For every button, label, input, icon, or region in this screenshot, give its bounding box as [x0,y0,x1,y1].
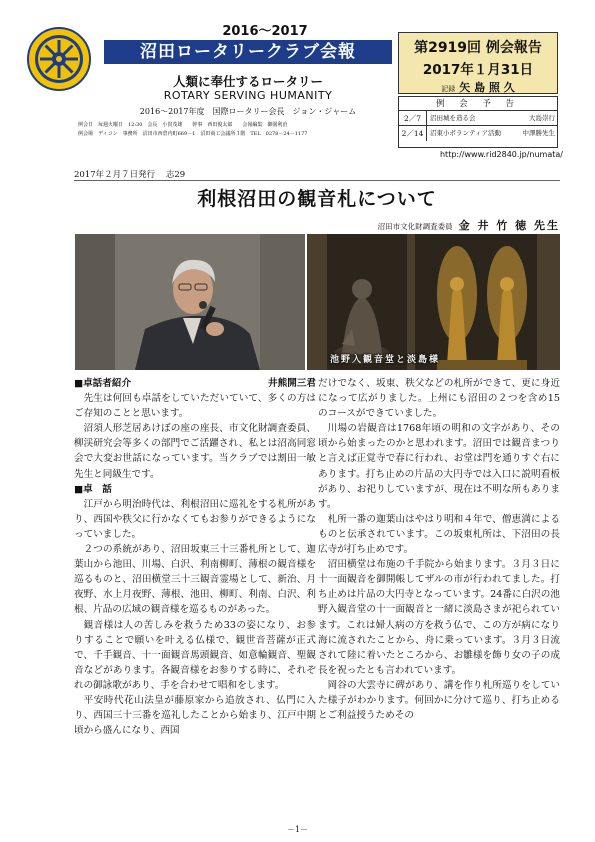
issue-volume: 志29 [165,170,186,180]
paragraph: 川場の岩観音は1768年頃の明和の文字があり、その頃から始まったのかと思われます。沼田では観音まつりと言えば正覚寺で春に行われ、お堂は門を通りすぐ右にあります。打ち止めの片品の大円寺では入口に説明看板があり、お祀りしていますが、現在は不明な所もあります。 [318,423,560,510]
meeting-schedule [398,96,558,148]
club-website-link[interactable]: http://www.rid2840.jp/numata/ [439,150,563,159]
speaker-role: 沼田市文化財調査委員 [377,222,453,231]
paragraph: 先生は何回も卓話をしていただいていて、多くの方はご存知のことと思います。 [74,393,316,420]
report-number: 第2919回 例会報告 [414,40,542,56]
meeting-report-box [398,32,558,94]
paragraph: 岡谷の大雲寺に碑があり、講を作り札所巡りをしていた様子がわかります。何回かに分けて巡り、打ち止めるとご利益授うためその [318,679,560,722]
page-number: －1－ [286,825,309,834]
intro-person: 井熊開三君 [268,378,316,389]
kannon-statues-photo [307,234,560,370]
paragraph: ２つの系統があり、沼田坂東三十三番札所として、迦葉山から池田、川場、白沢、利南柳町、薄根の観音様を巡るものと、沼田横堂三十三観音霊場として、新治、月夜野、水上月夜野、薄根、池田、柳町、利南、白沢、利根、片品の広域の観音様を巡るものがあった。 [74,544,316,616]
schedule-topic [427,111,557,125]
club-info-line-1: 例会日 毎週火曜日 12:30 会長 小貫茂雄 幹事 西田俊太郎 会報編集 御園利治 [78,122,288,128]
motto-japanese: 人類に奉仕するロータリー [172,74,323,89]
issue-info [74,168,185,180]
report-date: 2017年１月31日 [422,62,534,78]
club-info [78,121,418,139]
paragraph: 平安時代花山法皇が藤原家から追放され、仏門に入り、西国三十三番を巡礼したことから始まり、江戸中期頃から盛んになり、西国 [74,694,316,737]
schedule-title: 例 会 予 告 [399,97,557,111]
speaker-photo [75,234,305,370]
paragraph: 観音様は人の苦しみを救うため33の姿になり、お参りすることで願いを叶える仏様で、観世音菩薩が正式で、千手観音、十一面観音馬頭観音、如意輪観音、聖観音などがあります。各観音様をお参りする時に、それぞれの御詠歌があり、手を合わせて唱和をします。 [74,619,316,691]
speaker-name: 金 井 竹 徳 先生 [458,219,560,232]
paragraph: 札所一番の迦葉山はやはり明和４年で、僧恵満によるものと伝承されています。この坂東札所は、下沼田の長広寺が打ち止めです。 [318,513,560,556]
schedule-topic-text: 沼田城を造る会 [430,114,476,122]
report-recorder [399,79,557,95]
paragraph: だけでなく、坂東、秩父などの札所ができて、更に身近になって広がりました。上州にも沼田の２つを含め15のコースができていました。 [318,378,560,420]
article-title: 利根沼田の観音札について [197,188,437,210]
year-president-line: 2016～2017年度 国際ロータリー会長 ジョン・ジャーム [139,107,357,116]
fiscal-years: 2016～2017 [222,24,308,39]
schedule-topic [427,126,557,141]
schedule-row [399,111,557,126]
schedule-topic-text: 沼東小ボランティア活動 [430,129,501,137]
article-column-left [74,376,316,738]
schedule-person: 大島崇行 [529,114,555,122]
recorder-name: 矢 島 照 久 [459,81,515,94]
paragraph: 江戸から明治時代は、利根沼田に巡礼をする札所があり、西国や秩父に行かなくてもお参りができるようになっていました。 [74,498,316,540]
talk-heading: ■卓 話 [74,483,112,495]
photo-caption: 池野入観音堂と淡島様 [330,355,441,365]
schedule-date: 2／7 [399,111,427,125]
schedule-row [399,126,557,141]
club-info-line-2: 例会場 ディコン 事務所 沼田市西倉内町669－1 沼田商工会議所３階 TEL 0278－24－1177 [78,131,308,137]
recorder-label: 記録 [441,85,456,93]
paragraph: 沼須人形芝居あけぼの座の座長、市文化財調査委員、柳渓研究会等多くの部門でご活躍され、私とは沼高同窓会で大変お世話になっています。当クラブでは割田一敏先生と同級生です。 [74,423,316,480]
intro-heading-row [74,376,316,391]
talk-heading-row [74,482,316,497]
speaker-credit [300,214,560,233]
club-name-banner: 沼田ロータリークラブ会報 [104,40,392,64]
schedule-date: 2／14 [399,126,427,141]
divider [74,180,560,181]
paragraph: 沼田横堂は布施の千手院から始まります。３月３日に十一面観音を御開帳してザルの市が行われてました。打ち止めは片品の大円寺となっています。24番に白沢の池野入観音堂の十一面観音と一緒に淡島さまが祀られています。これは婦人病の方を救う仏で、この方が病になり海に流されたことから、舟に乗っています。３月３日流されて陸に着いたところから、お雛様を飾り女の子の成長を祝ったとも言われています。 [318,559,560,676]
motto-english: ROTARY SERVING HUMANITY [163,89,333,102]
article-column-right [318,376,560,723]
schedule-person: 中澤勝先生 [522,129,555,137]
issue-date: 2017年２月７日発行 [74,170,156,180]
rotary-logo [26,26,92,92]
rotary-wheel-icon [26,26,92,92]
intro-heading: ■卓話者紹介 [74,378,132,389]
